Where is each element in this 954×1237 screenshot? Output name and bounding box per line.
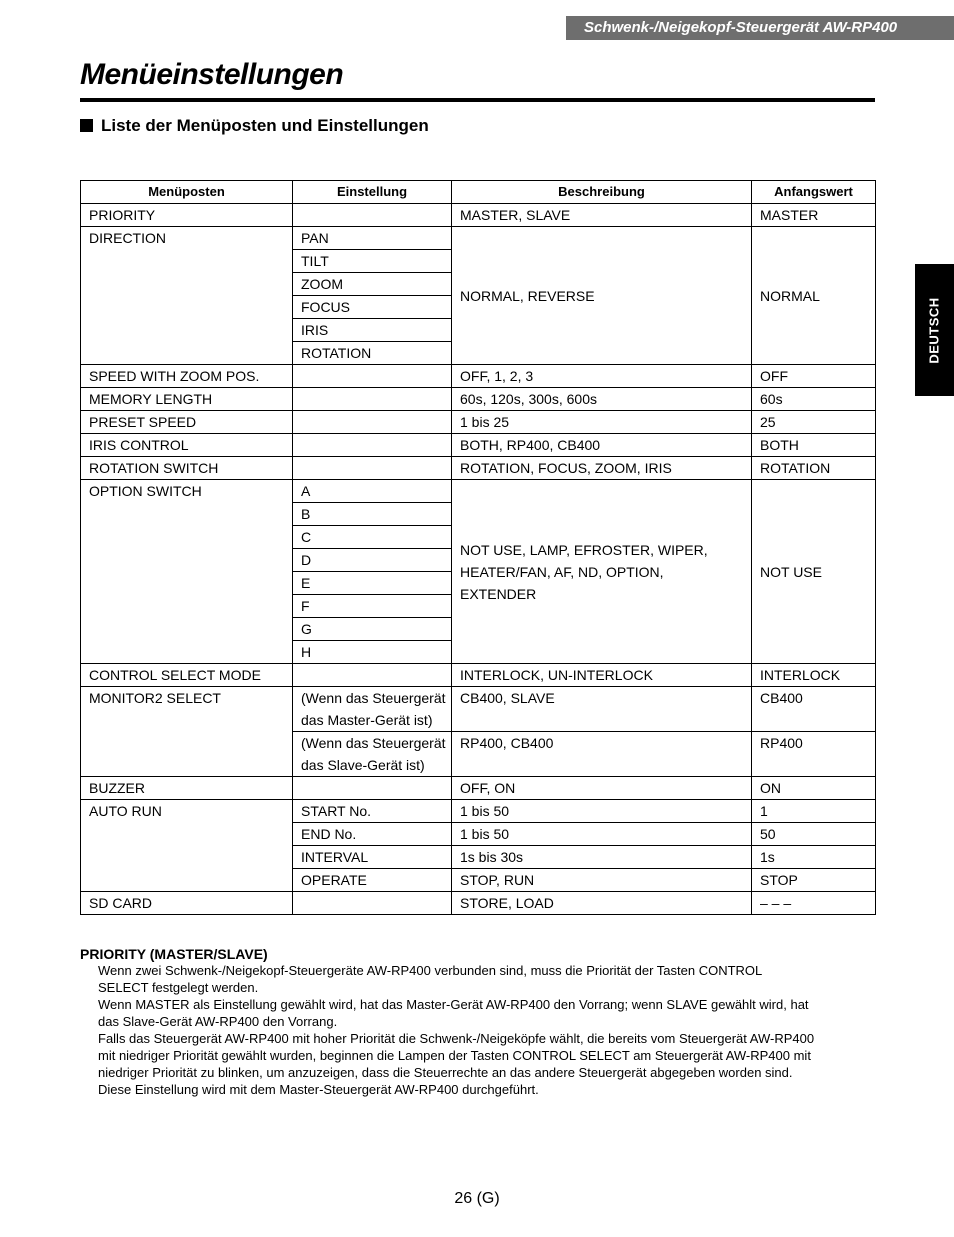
setting-cell: C	[293, 526, 452, 549]
title-rule	[80, 98, 875, 102]
description-cell	[452, 480, 752, 664]
description-cell: STORE, LOAD	[452, 892, 752, 915]
table-row	[81, 388, 876, 411]
table-header-row	[81, 181, 876, 204]
description-cell: ROTATION, FOCUS, ZOOM, IRIS	[452, 457, 752, 480]
menu-item: IRIS CONTROL	[81, 434, 293, 457]
description-cell: BOTH, RP400, CB400	[452, 434, 752, 457]
setting-cell	[293, 434, 452, 457]
description-cell: RP400, CB400	[452, 732, 752, 777]
setting-cell	[293, 732, 452, 777]
column-header: Menüposten	[81, 181, 293, 204]
initial-value-cell: BOTH	[752, 434, 876, 457]
setting-cell: ZOOM	[293, 273, 452, 296]
description-cell: MASTER, SLAVE	[452, 204, 752, 227]
initial-value-cell: 50	[752, 823, 876, 846]
description-cell: 1 bis 25	[452, 411, 752, 434]
column-header: Beschreibung	[452, 181, 752, 204]
description-cell: OFF, 1, 2, 3	[452, 365, 752, 388]
menu-item: CONTROL SELECT MODE	[81, 664, 293, 687]
header-bar	[566, 16, 954, 40]
menu-item: BUZZER	[81, 777, 293, 800]
menu-item: MEMORY LENGTH	[81, 388, 293, 411]
initial-value-cell: MASTER	[752, 204, 876, 227]
note-line: Wenn MASTER als Einstellung gewählt wird, hat das Master-Gerät AW-RP400 den Vorrang; wenn SLAVE gewählt wird, hat	[98, 997, 809, 1012]
language-tab-label: DEUTSCH	[927, 296, 942, 364]
menu-item: ROTATION SWITCH	[81, 457, 293, 480]
setting-cell	[293, 777, 452, 800]
column-header: Anfangswert	[752, 181, 876, 204]
initial-value-cell: RP400	[752, 732, 876, 777]
description-cell: STOP, RUN	[452, 869, 752, 892]
menu-item: AUTO RUN	[81, 800, 293, 892]
setting-cell: G	[293, 618, 452, 641]
table-row	[81, 365, 876, 388]
setting-cell	[293, 664, 452, 687]
menu-item: DIRECTION	[81, 227, 293, 365]
setting-cell: IRIS	[293, 319, 452, 342]
table-row	[81, 800, 876, 823]
setting-cell: ROTATION	[293, 342, 452, 365]
description-cell: INTERLOCK, UN-INTERLOCK	[452, 664, 752, 687]
description-cell: 1s bis 30s	[452, 846, 752, 869]
initial-value-cell: STOP	[752, 869, 876, 892]
menu-item: PRESET SPEED	[81, 411, 293, 434]
section-heading	[80, 116, 429, 136]
table-row	[81, 227, 876, 250]
setting-cell: OPERATE	[293, 869, 452, 892]
page-title: Menüeinstellungen	[80, 58, 344, 91]
note-line: Diese Einstellung wird mit dem Master-Steuergerät AW-RP400 durchgeführt.	[98, 1082, 539, 1097]
setting-cell	[293, 204, 452, 227]
setting-line: (Wenn das Steuergerät	[301, 690, 446, 706]
table-row	[81, 664, 876, 687]
header-product: Schwenk-/Neigekopf-Steuergerät AW-RP400	[584, 19, 898, 36]
description-cell: 60s, 120s, 300s, 600s	[452, 388, 752, 411]
setting-cell: H	[293, 641, 452, 664]
section-heading-text: Liste der Menüposten und Einstellungen	[101, 116, 429, 135]
note-line: Wenn zwei Schwenk-/Neigekopf-Steuergeräte AW-RP400 verbunden sind, muss die Priorität der Tasten CONTROL	[98, 963, 763, 978]
setting-cell: START No.	[293, 800, 452, 823]
setting-cell	[293, 457, 452, 480]
description-line: EXTENDER	[460, 585, 537, 602]
note-line: mit niedriger Priorität gewählt wurden, beginnen die Lampen der Tasten CONTROL SELECT am Steuergerät AW-RP400 mit	[98, 1048, 811, 1063]
table-row	[81, 434, 876, 457]
menu-settings-table	[80, 180, 876, 915]
column-header: Einstellung	[293, 181, 452, 204]
setting-cell: END No.	[293, 823, 452, 846]
table-row	[81, 411, 876, 434]
table-row	[81, 480, 876, 503]
table-row	[81, 687, 876, 732]
setting-line: (Wenn das Steuergerät	[301, 735, 446, 751]
setting-line: das Master-Gerät ist)	[301, 712, 433, 728]
menu-item: OPTION SWITCH	[81, 480, 293, 664]
language-tab	[915, 264, 954, 396]
setting-cell: A	[293, 480, 452, 503]
setting-cell: TILT	[293, 250, 452, 273]
setting-cell: B	[293, 503, 452, 526]
setting-cell	[293, 687, 452, 732]
note-body	[98, 962, 878, 1098]
initial-value-cell: OFF	[752, 365, 876, 388]
menu-item: SD CARD	[81, 892, 293, 915]
table-row	[81, 204, 876, 227]
description-cell: NORMAL, REVERSE	[452, 227, 752, 365]
setting-cell	[293, 892, 452, 915]
setting-cell: PAN	[293, 227, 452, 250]
setting-cell	[293, 411, 452, 434]
note-line: niedriger Priorität zu blinken, um anzuzeigen, dass die Steuerrechte an das andere Steuergerät abgegeben worden sind.	[98, 1065, 793, 1080]
initial-value-cell: 1	[752, 800, 876, 823]
menu-item: MONITOR2 SELECT	[81, 687, 293, 777]
initial-value-cell: NOT USE	[752, 480, 876, 664]
description-cell: 1 bis 50	[452, 800, 752, 823]
setting-cell: FOCUS	[293, 296, 452, 319]
setting-cell	[293, 388, 452, 411]
initial-value-cell: INTERLOCK	[752, 664, 876, 687]
initial-value-cell: ROTATION	[752, 457, 876, 480]
description-cell: CB400, SLAVE	[452, 687, 752, 732]
table-row	[81, 892, 876, 915]
initial-value-cell: ON	[752, 777, 876, 800]
initial-value-cell: 1s	[752, 846, 876, 869]
initial-value-cell: – – –	[752, 892, 876, 915]
setting-cell: INTERVAL	[293, 846, 452, 869]
initial-value-cell: CB400	[752, 687, 876, 732]
description-line: HEATER/FAN, AF, ND, OPTION,	[460, 563, 664, 580]
description-cell: OFF, ON	[452, 777, 752, 800]
note-heading: PRIORITY (MASTER/SLAVE)	[80, 946, 268, 962]
table-row	[81, 777, 876, 800]
note-line: SELECT festgelegt werden.	[98, 980, 259, 995]
menu-item: PRIORITY	[81, 204, 293, 227]
menu-item: SPEED WITH ZOOM POS.	[81, 365, 293, 388]
description-line: NOT USE, LAMP, EFROSTER, WIPER,	[460, 541, 708, 558]
note-line: Falls das Steuergerät AW-RP400 mit hoher Priorität die Schwenk-/Neigeköpfe wählt, die bereits vom Steuergerät AW-RP400	[98, 1031, 815, 1046]
square-bullet-icon	[80, 119, 93, 132]
description-cell: 1 bis 50	[452, 823, 752, 846]
setting-line: das Slave-Gerät ist)	[301, 757, 425, 773]
initial-value-cell: NORMAL	[752, 227, 876, 365]
setting-cell: F	[293, 595, 452, 618]
initial-value-cell: 25	[752, 411, 876, 434]
table-row	[81, 457, 876, 480]
page-number: 26 (G)	[454, 1190, 500, 1207]
setting-cell: D	[293, 549, 452, 572]
setting-cell: E	[293, 572, 452, 595]
note-line: das Slave-Gerät AW-RP400 den Vorrang.	[98, 1014, 338, 1029]
setting-cell	[293, 365, 452, 388]
initial-value-cell: 60s	[752, 388, 876, 411]
